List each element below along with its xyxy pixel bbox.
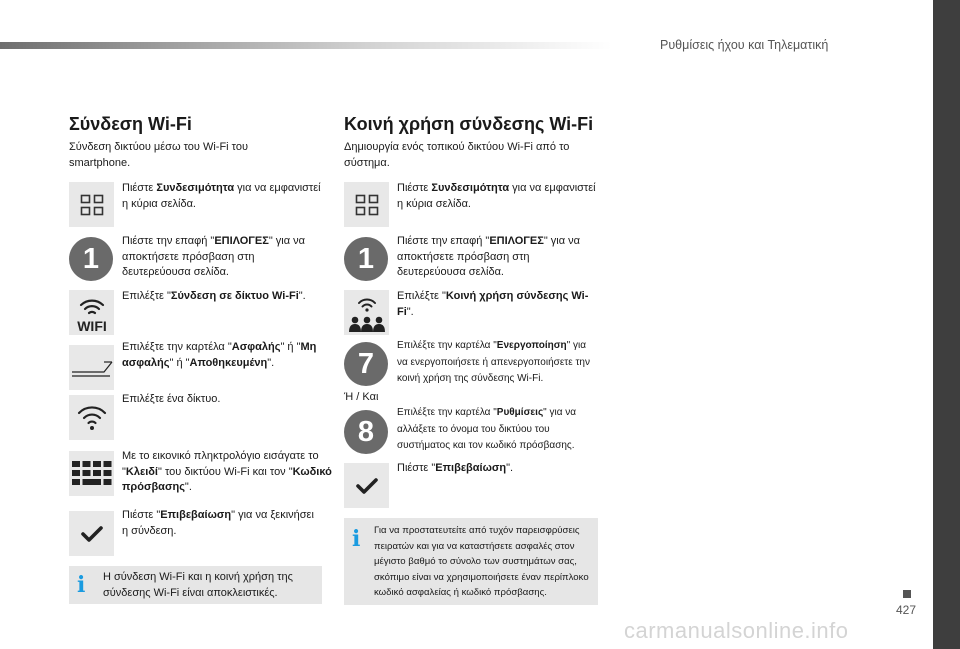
left-title: Σύνδεση Wi-Fi (69, 114, 192, 134)
left-step-tab-select: Επιλέξτε την καρτέλα "Ασφαλής" ή "Μη ασφαλής" ή "Αποθηκευμένη". (122, 341, 317, 369)
left-step-enter-key: Με το εικονικό πληκτρολόγιο εισάγατε το "Κλειδί" του δικτύου Wi-Fi και τον "Κωδικό πρόσβασης". (122, 450, 332, 493)
info-icon: i (352, 526, 361, 552)
right-step-options: Πιέστε την επαφή "ΕΠΙΛΟΓΕΣ" για να αποκτήσετε πρόσβαση στη δευτερεύουσα σελίδα. (397, 235, 580, 278)
wifi-signal-icon (69, 395, 114, 440)
right-intro: Δημιουργία ενός τοπικού δικτύου Wi-Fi από το σύστημα. (344, 141, 570, 169)
grid-icon (344, 182, 389, 227)
wifi-icon (69, 290, 114, 335)
page-marker (903, 590, 911, 598)
step-number-badge: 8 (344, 410, 388, 454)
header-gradient-bar (0, 42, 612, 49)
left-intro: Σύνδεση δικτύου μέσω του Wi-Fi του smartphone. (69, 141, 249, 169)
right-info-note (344, 518, 598, 605)
left-note-text: Η σύνδεση Wi-Fi και η κοινή χρήση της σύνδεσης Wi-Fi είναι αποκλειστικές. (103, 571, 293, 599)
header-title: Ρυθμίσεις ήχου και Τηλεματική (660, 38, 829, 52)
right-step-confirm: Πιέστε "Επιβεβαίωση". (397, 462, 514, 474)
or-label: Ή / Και (344, 391, 379, 403)
step-number-badge: 1 (344, 237, 388, 281)
right-step-share: Επιλέξτε "Κοινή χρήση σύνδεσης Wi-Fi". (397, 290, 589, 318)
watermark: carmanualsonline.info (624, 618, 849, 643)
checkmark-icon (69, 511, 114, 556)
left-step-select-network: Επιλέξτε ένα δίκτυο. (122, 393, 221, 405)
left-step-options: Πιέστε την επαφή "ΕΠΙΛΟΓΕΣ" για να αποκτήσετε πρόσβαση στη δευτερεύουσα σελίδα. (122, 235, 305, 278)
info-icon: i (77, 572, 86, 598)
left-step-wifi-connect: Επιλέξτε "Σύνδεση σε δίκτυο Wi-Fi". (122, 290, 306, 302)
users-icon (344, 290, 389, 335)
keyboard-icon (69, 451, 114, 496)
right-title: Κοινή χρήση σύνδεσης Wi-Fi (344, 114, 594, 134)
left-info-note (69, 566, 322, 604)
tab-icon (69, 345, 114, 390)
right-step-settings: Επιλέξτε την καρτέλα "Ρυθμίσεις" για να αλλάξετε το όνομα του δικτύου του συστήματος και τον κωδικό πρόσβασης. (397, 407, 577, 451)
page-side-tab (933, 0, 960, 649)
step-number-badge: 1 (69, 237, 113, 281)
grid-icon (69, 182, 114, 227)
left-step-connectivity: Πιέστε Συνδεσιμότητα για να εμφανιστεί η κύρια σελίδα. (122, 182, 321, 210)
checkmark-icon (344, 463, 389, 508)
page-number: 427 (896, 603, 917, 617)
right-note-text: Για να προστατευτείτε από τυχόν παρεισφρύσεις πειρατών και για να καταστήσετε ασφαλές στον μέγιστο βαθμό το σύνολο των συστημάτων σας, σκόπιμο είναι να χρησιμοποιήσετε έναν περίπλοκο κωδικό ασφαλείας ή κωδικό πρόσβασης. (374, 525, 589, 598)
right-step-activate: Επιλέξτε την καρτέλα "Ενεργοποίηση" για να ενεργοποιήσετε ή απενεργοποιήσετε την κοινή χρήση της σύνδεσης Wi-Fi. (397, 340, 590, 384)
right-step-connectivity: Πιέστε Συνδεσιμότητα για να εμφανιστεί η κύρια σελίδα. (397, 182, 596, 210)
step-number-badge: 7 (344, 342, 388, 386)
svg-text:WIFI: WIFI (76, 317, 107, 334)
left-step-confirm: Πιέστε "Επιβεβαίωση" για να ξεκινήσει η σύνδεση. (122, 509, 314, 537)
